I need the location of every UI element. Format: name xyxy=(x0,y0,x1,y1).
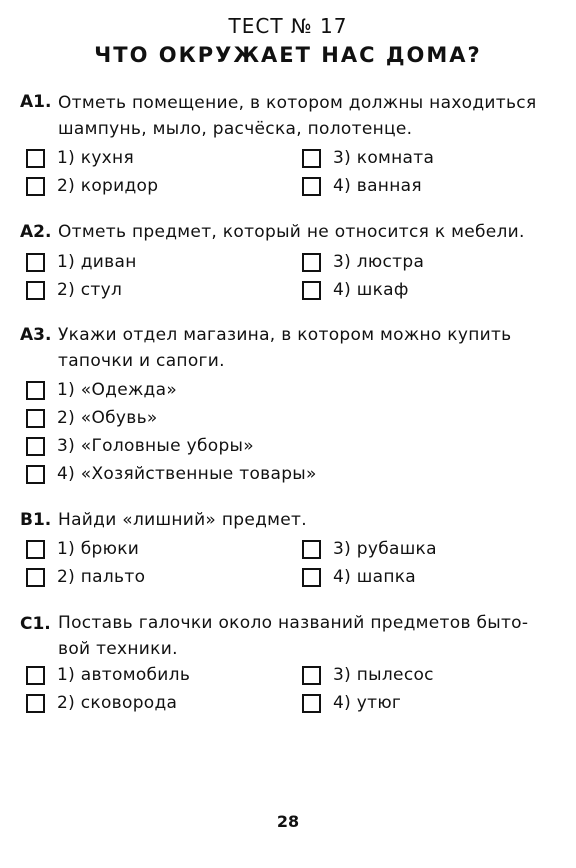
answer-checkbox[interactable] xyxy=(26,666,45,685)
option-label: 3) рубашка xyxy=(333,539,437,559)
answer-checkbox[interactable] xyxy=(26,281,45,300)
option-b1-3[interactable] xyxy=(302,537,437,561)
question-text-line: Отметь помещение, в котором должны находиться xyxy=(58,93,537,113)
answer-checkbox[interactable] xyxy=(302,666,321,685)
answer-checkbox[interactable] xyxy=(302,694,321,713)
option-a3-3[interactable] xyxy=(26,434,254,458)
answer-checkbox[interactable] xyxy=(302,281,321,300)
question-text-line: Найди «лишний» предмет. xyxy=(58,510,307,530)
option-label: 1) диван xyxy=(57,252,137,272)
question-text-a2 xyxy=(58,219,558,245)
question-text-line: Поставь галочки около названий предметов быто- xyxy=(58,613,529,633)
question-label-a3: А3. xyxy=(20,325,52,345)
option-label: 4) ванная xyxy=(333,176,422,196)
page-number: 28 xyxy=(276,812,300,831)
question-label-a2: А2. xyxy=(20,222,52,242)
option-label: 4) шкаф xyxy=(333,280,409,300)
option-a1-1[interactable] xyxy=(26,146,134,170)
option-label: 2) сковорода xyxy=(57,693,178,713)
test-title: ЧТО ОКРУЖАЕТ НАС ДОМА? xyxy=(94,43,482,67)
option-label: 1) кухня xyxy=(57,148,134,168)
answer-checkbox[interactable] xyxy=(26,437,45,456)
option-c1-2[interactable] xyxy=(26,691,177,715)
option-label: 2) стул xyxy=(57,280,123,300)
option-label: 3) комната xyxy=(333,148,435,168)
question-label-b1: В1. xyxy=(20,510,52,530)
option-label: 1) «Одежда» xyxy=(57,380,178,400)
option-a3-4[interactable] xyxy=(26,462,317,486)
option-a1-2[interactable] xyxy=(26,174,158,198)
option-label: 1) брюки xyxy=(57,539,140,559)
answer-checkbox[interactable] xyxy=(26,409,45,428)
answer-checkbox[interactable] xyxy=(26,177,45,196)
question-label-c1: С1. xyxy=(20,614,51,634)
question-text-b1 xyxy=(58,507,558,533)
answer-checkbox[interactable] xyxy=(302,253,321,272)
answer-checkbox[interactable] xyxy=(302,540,321,559)
option-label: 4) шапка xyxy=(333,567,417,587)
option-label: 2) «Обувь» xyxy=(57,408,158,428)
option-a2-1[interactable] xyxy=(26,250,137,274)
option-label: 4) «Хозяйственные товары» xyxy=(57,464,317,484)
answer-checkbox[interactable] xyxy=(26,568,45,587)
option-a2-3[interactable] xyxy=(302,250,424,274)
option-label: 3) люстра xyxy=(333,252,425,272)
answer-checkbox[interactable] xyxy=(26,540,45,559)
option-a3-2[interactable] xyxy=(26,406,158,430)
answer-checkbox[interactable] xyxy=(302,568,321,587)
answer-checkbox[interactable] xyxy=(26,465,45,484)
option-label: 2) коридор xyxy=(57,176,159,196)
question-label-a1: А1. xyxy=(20,92,52,112)
option-a1-4[interactable] xyxy=(302,174,422,198)
question-text-line: вой техники. xyxy=(58,639,178,659)
option-label: 3) пылесос xyxy=(333,665,434,685)
question-text-line: тапочки и сапоги. xyxy=(58,351,225,371)
question-text-line: шампунь, мыло, расчёска, полотенце. xyxy=(58,119,413,139)
test-number: ТЕСТ № 17 xyxy=(228,14,348,38)
question-text-c1 xyxy=(58,610,558,662)
answer-checkbox[interactable] xyxy=(26,381,45,400)
answer-checkbox[interactable] xyxy=(26,253,45,272)
option-a2-2[interactable] xyxy=(26,278,122,302)
option-c1-1[interactable] xyxy=(26,663,190,687)
option-c1-4[interactable] xyxy=(302,691,401,715)
option-a3-1[interactable] xyxy=(26,378,177,402)
question-text-a1 xyxy=(58,90,558,142)
question-text-line: Отметь предмет, который не относится к мебели. xyxy=(58,222,525,242)
option-a2-4[interactable] xyxy=(302,278,409,302)
question-text-a3 xyxy=(58,322,558,374)
option-b1-2[interactable] xyxy=(26,565,145,589)
option-b1-1[interactable] xyxy=(26,537,139,561)
answer-checkbox[interactable] xyxy=(302,149,321,168)
option-c1-3[interactable] xyxy=(302,663,434,687)
answer-checkbox[interactable] xyxy=(302,177,321,196)
option-label: 2) пальто xyxy=(57,567,146,587)
option-label: 1) автомобиль xyxy=(57,665,191,685)
option-a1-3[interactable] xyxy=(302,146,434,170)
question-text-line: Укажи отдел магазина, в котором можно купить xyxy=(58,325,512,345)
option-b1-4[interactable] xyxy=(302,565,416,589)
answer-checkbox[interactable] xyxy=(26,694,45,713)
answer-checkbox[interactable] xyxy=(26,149,45,168)
option-label: 3) «Головные уборы» xyxy=(57,436,254,456)
option-label: 4) утюг xyxy=(333,693,402,713)
